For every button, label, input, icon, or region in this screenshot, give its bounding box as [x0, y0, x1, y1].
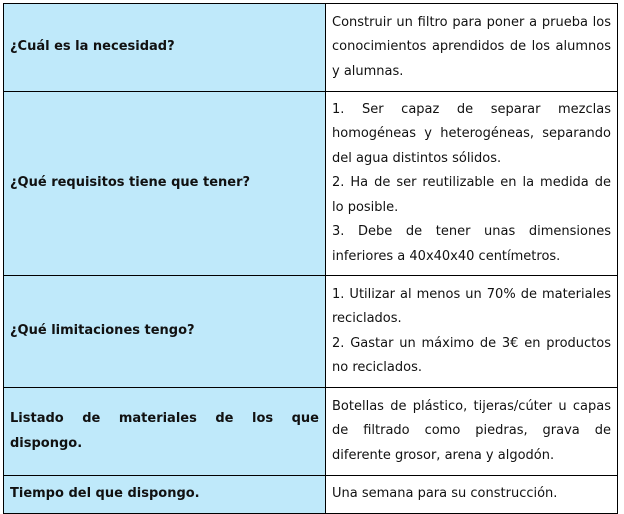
table-row	[4, 388, 618, 476]
requirement-item: 1. Ser capaz de separar mezclas homogéneas y heterogéneas, separando del agua distintos sólidos.	[332, 101, 611, 166]
table-row	[4, 92, 618, 276]
requirement-item: 3. Debe de tener unas dimensiones inferiores a 40x40x40 centímetros.	[332, 224, 611, 264]
table-row	[4, 476, 618, 514]
table-row	[4, 4, 618, 92]
answer-need: Construir un filtro para poner a prueba los conocimientos aprendidos de los alumnos y alumnas.	[326, 4, 618, 92]
requirements-table	[3, 3, 618, 514]
limitation-item: 1. Utilizar al menos un 70% de materiales reciclados.	[332, 286, 611, 326]
question-requirements: ¿Qué requisitos tiene que tener?	[4, 92, 326, 276]
question-time: Tiempo del que dispongo.	[4, 476, 326, 514]
requirement-item: 2. Ha de ser reutilizable en la medida de lo posible.	[332, 175, 611, 215]
question-limitations: ¿Qué limitaciones tengo?	[4, 276, 326, 388]
answer-time: Una semana para su construcción.	[326, 476, 618, 514]
question-need: ¿Cuál es la necesidad?	[4, 4, 326, 92]
answer-materials: Botellas de plástico, tijeras/cúter u capas de filtrado como piedras, grava de diferente grosor, arena y algodón.	[326, 388, 618, 476]
limitation-item: 2. Gastar un máximo de 3€ en productos no reciclados.	[332, 335, 611, 375]
table-row	[4, 276, 618, 388]
answer-limitations	[326, 276, 618, 388]
question-materials: Listado de materiales de los que dispongo.	[4, 388, 326, 476]
answer-requirements	[326, 92, 618, 276]
